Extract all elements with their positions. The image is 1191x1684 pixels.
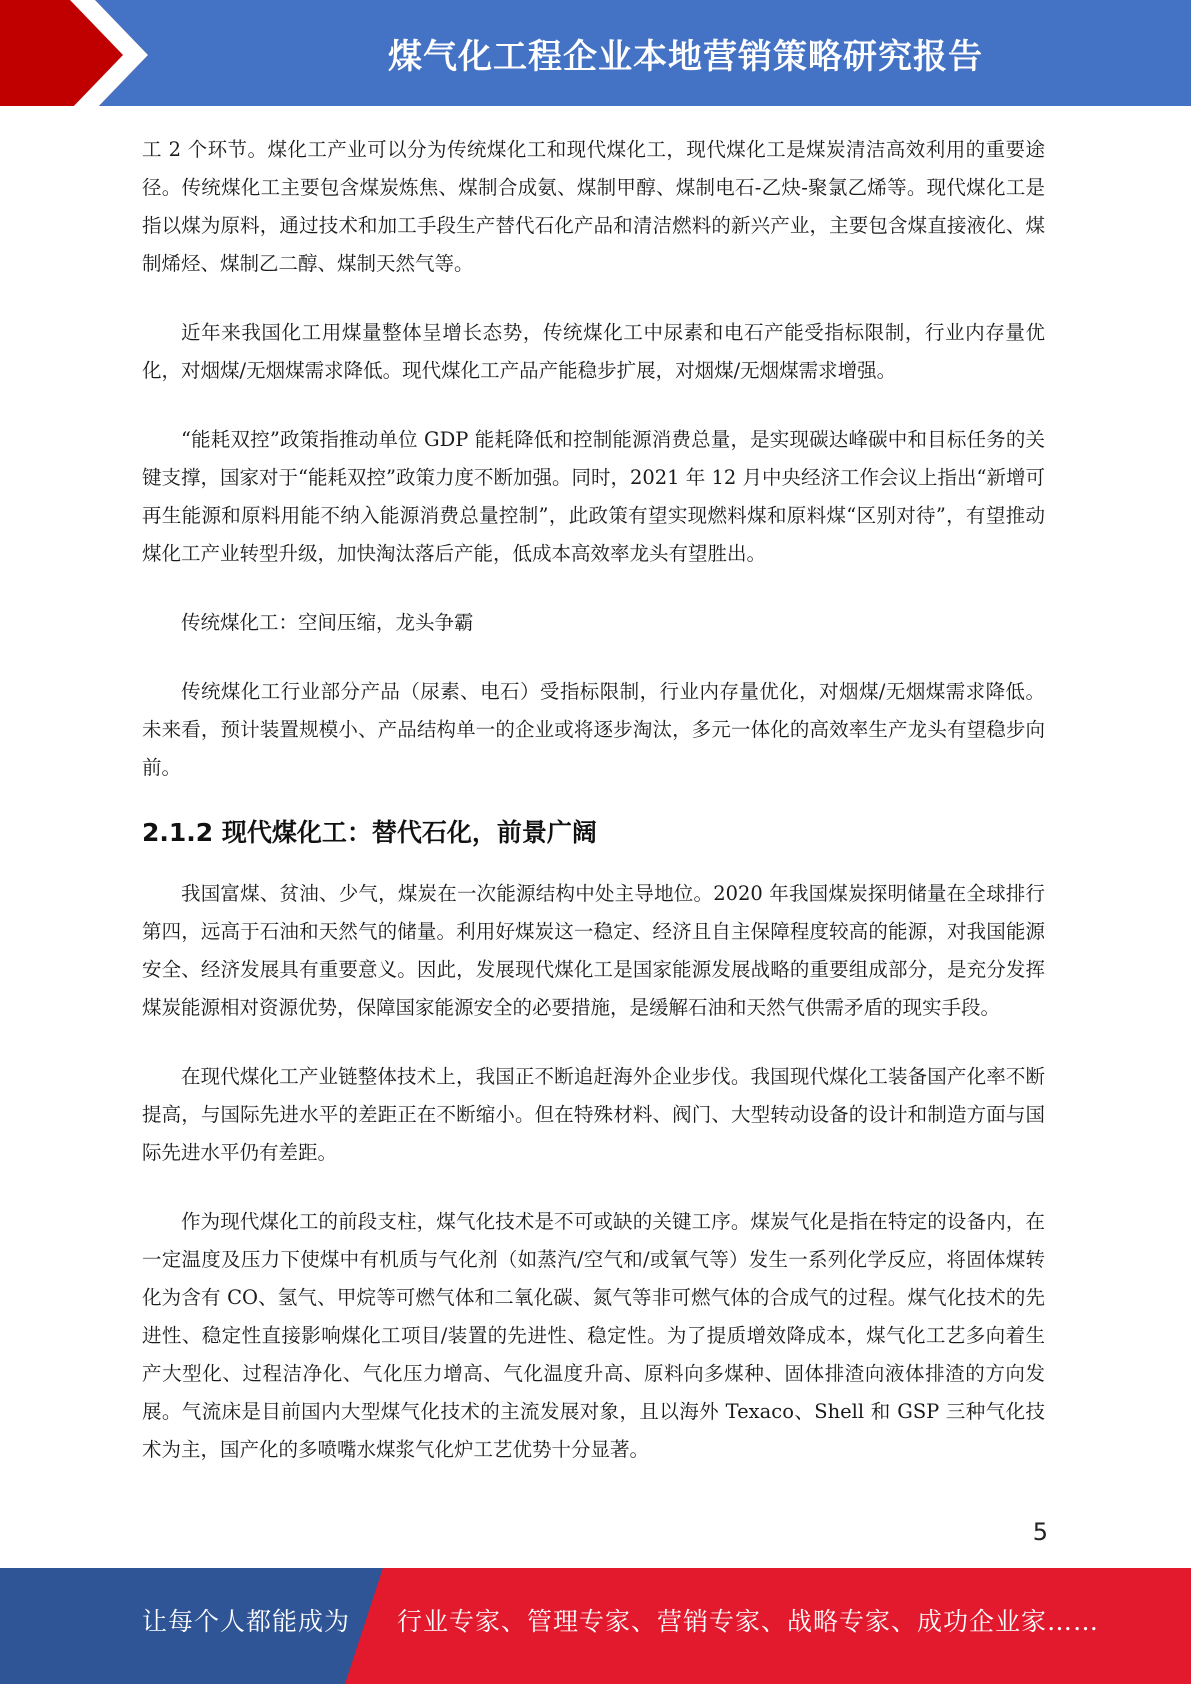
paragraph: 作为现代煤化工的前段支柱，煤气化技术是不可或缺的关键工序。煤炭气化是指在特定的设备内，在一定温度及压力下使煤中有机质与气化剂（如蒸汽/空气和/或氧气等）发生一系列化学反应，将固体煤转化为含有 CO、氢气、甲烷等可燃气体和二氧化碳、氮气等非可燃气体的合成气的过程。煤气化技术的先进性、稳定性直接影响煤化工项目/装置的先进性、稳定性。为了提质增效降成本，煤气化工艺多向着生产大型化、过程洁净化、气化压力增高、气化温度升高、原料向多煤种、固体排渣向液体排渣的方向发展。气流床是目前国内大型煤气化技术的主流发展对象，且以海外 Texaco、Shell 和 GSP 三种气化技术为主，国产化的多喷嘴水煤浆气化炉工艺优势十分显著。 <box>142 1210 1045 1461</box>
paragraph: 传统煤化工行业部分产品（尿素、电石）受指标限制，行业内存量优化，对烟煤/无烟煤需求降低。未来看，预计装置规模小、产品结构单一的企业或将逐步淘汰，多元一体化的高效率生产龙头有望稳步向前。 <box>142 680 1045 779</box>
footer-slogan-right: 行业专家、管理专家、营销专家、战略专家、成功企业家…… <box>397 1607 1100 1636</box>
page-header <box>0 0 1191 110</box>
footer-slogan-left: 让每个人都能成为 <box>142 1607 351 1636</box>
page-footer <box>0 1568 1191 1684</box>
report-title: 煤气化工程企业本地营销策略研究报告 <box>388 36 983 77</box>
document-body <box>142 131 1045 1469</box>
page-number: 5 <box>1032 1518 1048 1546</box>
paragraph: 在现代煤化工产业链整体技术上，我国正不断追赶海外企业步伐。我国现代煤化工装备国产化率不断提高，与国际先进水平的差距正在不断缩小。但在特殊材料、阀门、大型转动设备的设计和制造方面与国际先进水平仍有差距。 <box>142 1065 1045 1164</box>
paragraph: 近年来我国化工用煤量整体呈增长态势，传统煤化工中尿素和电石产能受指标限制，行业内存量优化，对烟煤/无烟煤需求降低。现代煤化工产品产能稳步扩展，对烟煤/无烟煤需求增强。 <box>142 321 1045 382</box>
section-heading: 2.1.2 现代煤化工：替代石化，前景广阔 <box>142 818 597 847</box>
subheading-paragraph: 传统煤化工：空间压缩，龙头争霸 <box>181 611 474 634</box>
paragraph: 我国富煤、贫油、少气，煤炭在一次能源结构中处主导地位。2020 年我国煤炭探明储量在全球排行第四，远高于石油和天然气的储量。利用好煤炭这一稳定、经济且自主保障程度较高的能源，对我国能源安全、经济发展具有重要意义。因此，发展现代煤化工是国家能源发展战略的重要组成部分，是充分发挥煤炭能源相对资源优势，保障国家能源安全的必要措施，是缓解石油和天然气供需矛盾的现实手段。 <box>142 882 1045 1019</box>
paragraph: “能耗双控”政策指推动单位 GDP 能耗降低和控制能源消费总量，是实现碳达峰碳中和目标任务的关键支撑，国家对于“能耗双控”政策力度不断加强。同时，2021 年 12 月中央经济工作会议上指出“新增可再生能源和原料用能不纳入能源消费总量控制”，此政策有望实现燃料煤和原料煤“区别对待”，有望推动煤化工产业转型升级，加快淘汰落后产能，低成本高效率龙头有望胜出。 <box>142 428 1045 565</box>
paragraph: 工 2 个环节。煤化工产业可以分为传统煤化工和现代煤化工，现代煤化工是煤炭清洁高效利用的重要途径。传统煤化工主要包含煤炭炼焦、煤制合成氨、煤制甲醇、煤制电石-乙炔-聚氯乙烯等。现代煤化工是指以煤为原料，通过技术和加工手段生产替代石化产品和清洁燃料的新兴产业，主要包含煤直接液化、煤制烯烃、煤制乙二醇、煤制天然气等。 <box>142 138 1045 275</box>
